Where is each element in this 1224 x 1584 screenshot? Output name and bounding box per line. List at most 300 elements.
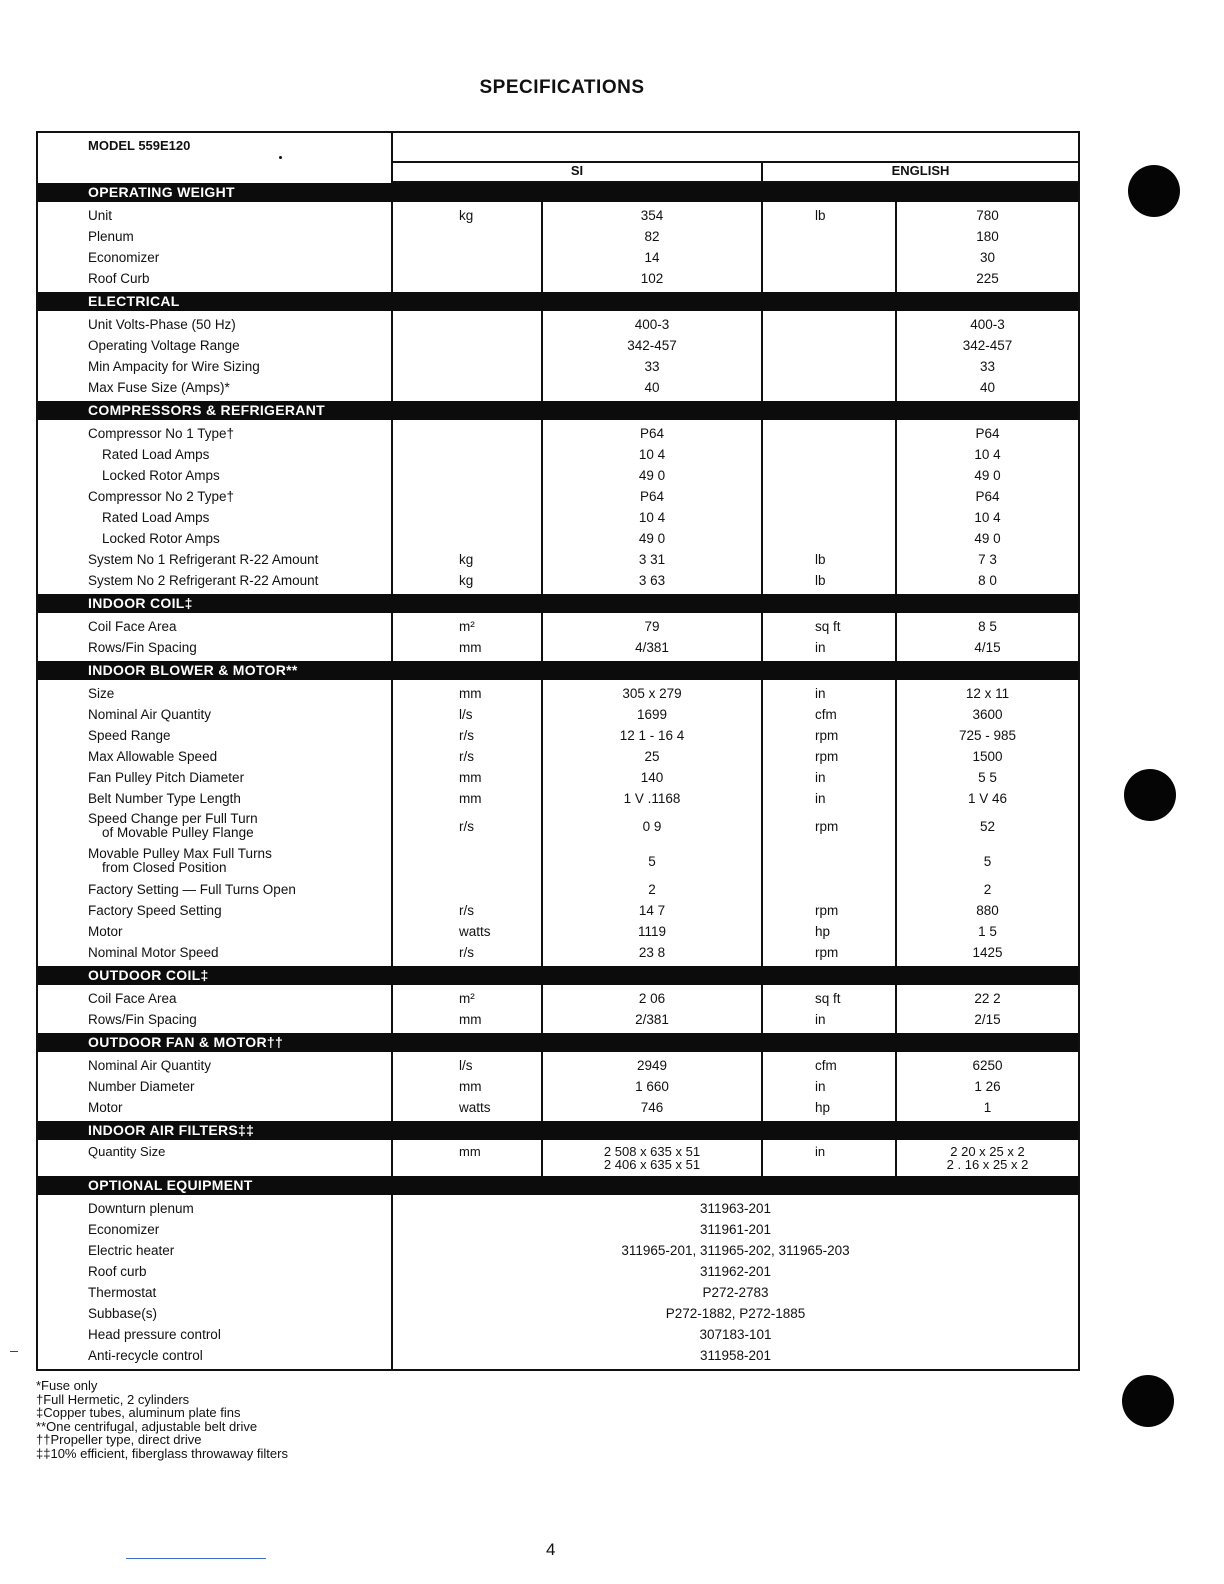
si-unit-cell [459, 444, 541, 465]
english-value-column [897, 985, 1078, 1033]
si-unit-cell: mm [459, 640, 482, 655]
si-value-cell: 342-457 [627, 338, 677, 353]
english-unit-cell [815, 356, 895, 377]
si-value-column [543, 311, 763, 401]
bottom-rule [126, 1558, 266, 1559]
si-value-cell: 49 0 [638, 468, 666, 483]
row-label-text: Economizer [88, 250, 160, 265]
si-value-cell: 2 06 [638, 991, 666, 1006]
row-label-text: Roof Curb [88, 271, 150, 286]
english-unit-column [763, 311, 897, 401]
row-label [88, 988, 391, 1009]
section-rows [38, 680, 1078, 966]
si-value-cell: 33 [644, 359, 660, 374]
si-value-cell [543, 1143, 761, 1173]
row-label-text: Nominal Air Quantity [88, 707, 212, 722]
section-rows [38, 613, 1078, 661]
label-column [38, 420, 393, 594]
si-value-cell: 3 31 [638, 552, 666, 567]
si-value-cell: 1 660 [635, 1079, 669, 1094]
english-value-cell: 49 0 [974, 468, 1001, 483]
row-label [88, 1143, 391, 1173]
english-value-line: 2 20 x 25 x 2 [950, 1144, 1025, 1159]
row-label [88, 746, 391, 767]
row-label [88, 879, 391, 900]
english-unit-cell: hp [815, 1100, 831, 1115]
si-value-cell: 2949 [636, 1058, 668, 1073]
english-value-cell: 8 0 [978, 573, 997, 588]
si-value-cell: 2 [648, 882, 656, 897]
si-value-column [543, 420, 763, 594]
row-label-text: Fan Pulley Pitch Diameter [88, 770, 245, 785]
optional-labels [38, 1195, 393, 1369]
binder-hole-top [1128, 165, 1180, 217]
row-label-text: Rows/Fin Spacing [88, 640, 197, 655]
english-value-column [897, 680, 1078, 966]
row-label [88, 900, 391, 921]
english-value-cell: 22 2 [974, 991, 1001, 1006]
english-value-cell: 10 4 [974, 447, 1001, 462]
row-label-text: Compressor No 1 Type† [88, 426, 235, 441]
row-label-text: System No 1 Refrigerant R-22 Amount [88, 552, 319, 567]
si-unit-cell [459, 335, 541, 356]
row-label-text: Max Allowable Speed [88, 749, 218, 764]
row-label-text: Factory Speed Setting [88, 903, 222, 918]
english-unit-cell: in [815, 770, 826, 785]
row-label-text: Max Fuse Size (Amps)* [88, 380, 230, 395]
english-unit-cell: in [815, 1012, 826, 1027]
si-value-cell: 1119 [637, 924, 667, 939]
si-unit-cell: m² [459, 619, 475, 634]
english-value-cell: 1 26 [974, 1079, 1001, 1094]
english-value-cell: 30 [979, 250, 996, 265]
english-value-cell: 7 3 [978, 552, 997, 567]
si-value-column [543, 985, 763, 1033]
row-label [88, 942, 391, 963]
english-unit-cell: rpm [815, 728, 839, 743]
si-value-cell: 1699 [636, 707, 668, 722]
label-column [38, 613, 393, 661]
si-value-cell: 2/381 [635, 1012, 669, 1027]
english-unit-column [763, 202, 897, 292]
english-unit-cell [815, 528, 895, 549]
page-title: SPECIFICATIONS [479, 77, 645, 98]
english-unit-column [763, 420, 897, 594]
si-unit-cell: r/s [459, 903, 474, 918]
row-label [88, 486, 391, 507]
spec-sections [38, 183, 1078, 1176]
row-label [88, 788, 391, 809]
english-value-cell: 4/15 [974, 640, 1001, 655]
english-value-cell: 49 0 [974, 531, 1001, 546]
english-value-cell: 1 V 46 [967, 791, 1008, 806]
row-label [88, 528, 391, 549]
label-column [38, 680, 393, 966]
si-value-cell: 400-3 [634, 317, 670, 332]
english-unit-cell: in [815, 1144, 826, 1159]
si-value-cell: 14 [644, 250, 660, 265]
row-label [88, 247, 391, 268]
english-value-cell: 12 x 11 [965, 686, 1010, 701]
si-value-cell: 1 V .1168 [623, 791, 681, 806]
english-unit-cell [815, 507, 895, 528]
row-label-text: Number Diameter [88, 1079, 195, 1094]
english-unit-cell: in [815, 640, 826, 655]
row-label [88, 704, 391, 725]
si-value-cell: 102 [640, 271, 664, 286]
label-column [38, 1140, 393, 1176]
english-unit-cell [815, 226, 895, 247]
si-value-column [543, 680, 763, 966]
row-label [88, 226, 391, 247]
english-unit-column [763, 985, 897, 1033]
section-header: INDOOR AIR FILTERS‡‡ [38, 1121, 1078, 1140]
si-value-cell: 79 [644, 619, 660, 634]
row-label [88, 549, 391, 570]
si-value-cell: 354 [640, 208, 664, 223]
si-value-cell: 25 [644, 749, 660, 764]
footnote: †Full Hermetic, 2 cylinders [36, 1391, 190, 1407]
row-label-text: Compressor No 2 Type† [88, 489, 235, 504]
si-value-line: 2 406 x 635 x 51 [603, 1157, 701, 1172]
footnotes [36, 1379, 288, 1461]
si-value-cell: P64 [639, 426, 665, 441]
footnote: *Fuse only [36, 1378, 98, 1393]
table-header [38, 133, 1078, 183]
optional-item-part-number: 311958-201 [699, 1348, 772, 1363]
row-label-text: System No 2 Refrigerant R-22 Amount [88, 573, 319, 588]
si-value-cell: 10 4 [638, 447, 666, 462]
optional-item-label: Economizer [88, 1222, 160, 1237]
si-unit-cell: r/s [459, 749, 474, 764]
si-unit-column [393, 1052, 543, 1121]
english-unit-cell: cfm [815, 707, 837, 722]
row-label-text: Unit [88, 208, 113, 223]
row-label [88, 507, 391, 528]
english-value-column [897, 613, 1078, 661]
optional-item-label: Roof curb [88, 1264, 147, 1279]
english-value-column [897, 420, 1078, 594]
si-header: SI [393, 163, 763, 181]
optional-item-part-number: 311963-201 [699, 1201, 772, 1216]
english-value-cell: 400-3 [970, 317, 1005, 332]
english-value-column [897, 1140, 1078, 1176]
si-unit-cell [459, 423, 541, 444]
english-header: ENGLISH [891, 163, 950, 178]
english-value-cell: 2 [983, 882, 992, 897]
spec-table [36, 131, 1080, 1371]
optional-item-part-number: 311965-201, 311965-202, 311965-203 [621, 1243, 850, 1258]
label-column [38, 311, 393, 401]
si-value-cell: 12 1 - 16 4 [619, 728, 685, 743]
english-value-cell: 2/15 [974, 1012, 1001, 1027]
optional-item-label: Thermostat [88, 1285, 157, 1300]
row-label [88, 1009, 391, 1030]
margin-mark [10, 1351, 18, 1352]
row-label-text: Rows/Fin Spacing [88, 1012, 197, 1027]
english-unit-cell: cfm [815, 1058, 837, 1073]
section-rows [38, 420, 1078, 594]
row-label-text: Belt Number Type Length [88, 791, 241, 806]
optional-item-part-number: 311962-201 [699, 1264, 772, 1279]
si-value-cell: 14 7 [638, 903, 666, 918]
english-unit-cell: in [815, 791, 826, 806]
si-value-cell: 23 8 [638, 945, 666, 960]
si-unit-cell: l/s [459, 707, 473, 722]
si-unit-cell: kg [459, 208, 474, 223]
english-unit-column [763, 680, 897, 966]
english-value-cell: 5 5 [978, 770, 997, 785]
row-label [88, 921, 391, 942]
english-value-column [897, 311, 1078, 401]
si-unit-column [393, 311, 543, 401]
english-value-cell: 225 [976, 271, 999, 286]
english-unit-cell: sq ft [815, 619, 841, 634]
row-label [88, 314, 391, 335]
row-label-text: Speed Change per Full Turn [88, 811, 258, 826]
si-unit-cell [459, 377, 541, 398]
optional-item-label: Anti-recycle control [88, 1348, 203, 1363]
row-label-text: Rated Load Amps [102, 510, 210, 525]
row-label-text: Plenum [88, 229, 134, 244]
binder-hole-bottom [1122, 1375, 1174, 1427]
row-label-text-continued: from Closed Position [102, 860, 227, 875]
si-unit-cell [459, 356, 541, 377]
row-label [88, 1097, 391, 1118]
row-label [88, 809, 391, 844]
section-header: INDOOR COIL‡ [38, 594, 1078, 613]
si-unit-cell: m² [459, 991, 475, 1006]
si-value-cell: 3 63 [638, 573, 666, 588]
row-label [88, 335, 391, 356]
si-unit-cell: watts [459, 924, 491, 939]
row-label [88, 205, 391, 226]
stray-mark [279, 156, 282, 159]
optional-item-label: Subbase(s) [88, 1306, 158, 1321]
si-value-cell: 49 0 [638, 531, 666, 546]
english-value-cell: P64 [975, 489, 1000, 504]
english-unit-cell [815, 486, 895, 507]
si-unit-cell: mm [459, 791, 482, 806]
english-value-cell: 3600 [972, 707, 1003, 722]
optional-item-part-number: P272-2783 [702, 1285, 769, 1300]
english-value-cell: 5 [983, 854, 992, 869]
optional-item-label: Downturn plenum [88, 1201, 194, 1216]
english-unit-cell: sq ft [815, 991, 841, 1006]
english-value-column [897, 202, 1078, 292]
section-rows [38, 1140, 1078, 1176]
si-value-cell: 5 [648, 854, 656, 869]
row-label-text: Nominal Air Quantity [88, 1058, 212, 1073]
row-label [88, 423, 391, 444]
si-unit-cell [459, 226, 541, 247]
row-label [88, 268, 391, 289]
si-unit-cell: mm [459, 1079, 482, 1094]
row-label [88, 465, 391, 486]
si-value-cell: 82 [644, 229, 660, 244]
english-value-cell: 40 [979, 380, 996, 395]
section-header: INDOOR BLOWER & MOTOR** [38, 661, 1078, 680]
english-unit-cell [815, 844, 895, 879]
optional-item-part-number: P272-1882, P272-1885 [665, 1306, 806, 1321]
optional-item-label: Head pressure control [88, 1327, 221, 1342]
row-label [88, 444, 391, 465]
row-label-text: Speed Range [88, 728, 171, 743]
si-value-cell: 0 9 [642, 819, 662, 834]
english-value-cell: 6250 [972, 1058, 1003, 1073]
row-label-text: Quantity Size [88, 1144, 166, 1159]
english-unit-cell [815, 444, 895, 465]
si-value-cell: 746 [640, 1100, 664, 1115]
english-unit-cell: rpm [815, 749, 839, 764]
section-header: OPERATING WEIGHT [38, 183, 1078, 202]
section-header: ELECTRICAL [38, 292, 1078, 311]
english-value-cell: 780 [976, 208, 999, 223]
si-value-cell: 40 [644, 380, 660, 395]
section-header: OUTDOOR FAN & MOTOR†† [38, 1033, 1078, 1052]
si-unit-cell: watts [459, 1100, 491, 1115]
section-rows [38, 1052, 1078, 1121]
si-unit-cell: l/s [459, 1058, 473, 1073]
english-unit-cell [815, 879, 895, 900]
row-label-text: Locked Rotor Amps [102, 468, 220, 483]
row-label-text: Size [88, 686, 115, 701]
si-unit-column [393, 1140, 543, 1176]
english-value-cell: 1500 [972, 749, 1003, 764]
english-unit-cell [815, 423, 895, 444]
optional-item-label: Electric heater [88, 1243, 175, 1258]
english-unit-column [763, 613, 897, 661]
label-column [38, 1052, 393, 1121]
row-label-text-continued: of Movable Pulley Flange [102, 825, 254, 840]
english-unit-cell [815, 247, 895, 268]
english-value-cell: 1 [983, 1100, 992, 1115]
model-label: MODEL 559E120 [38, 133, 393, 183]
si-unit-cell [459, 314, 541, 335]
row-label-text: Nominal Motor Speed [88, 945, 219, 960]
si-value-column [543, 202, 763, 292]
row-label-text: Min Ampacity for Wire Sizing [88, 359, 260, 374]
si-unit-cell: mm [459, 1144, 481, 1159]
page-number: 4 [546, 1540, 556, 1559]
si-unit-cell: kg [459, 552, 474, 567]
label-column [38, 202, 393, 292]
si-value-cell: P64 [639, 489, 665, 504]
section-header: COMPRESSORS & REFRIGERANT [38, 401, 1078, 420]
si-value-line: 2 508 x 635 x 51 [603, 1144, 701, 1159]
section-rows [38, 985, 1078, 1033]
optional-item-part-number: 307183-101 [699, 1327, 772, 1342]
si-unit-cell: r/s [459, 728, 474, 743]
si-unit-column [393, 420, 543, 594]
english-unit-cell [815, 465, 895, 486]
row-label [88, 377, 391, 398]
english-unit-column [763, 1140, 897, 1176]
optional-values [393, 1195, 1078, 1369]
english-value-column [897, 1052, 1078, 1121]
si-unit-cell: r/s [459, 945, 474, 960]
row-label [88, 356, 391, 377]
english-unit-cell: hp [815, 924, 831, 939]
section-header: OUTDOOR COIL‡ [38, 966, 1078, 985]
si-unit-cell: r/s [459, 819, 474, 834]
english-unit-cell: rpm [815, 903, 839, 918]
row-label-text: Coil Face Area [88, 991, 177, 1006]
english-value-cell: 1425 [972, 945, 1003, 960]
english-value-cell: 180 [976, 229, 999, 244]
english-value-cell: P64 [975, 426, 1000, 441]
si-value-cell: 4/381 [635, 640, 669, 655]
si-value-cell: 10 4 [638, 510, 666, 525]
row-label-text: Operating Voltage Range [88, 338, 240, 353]
english-unit-cell [815, 335, 895, 356]
si-unit-cell [459, 528, 541, 549]
row-label-text: Unit Volts-Phase (50 Hz) [88, 317, 236, 332]
si-value-column [543, 1052, 763, 1121]
english-value-cell: 52 [979, 819, 996, 834]
row-label-text: Movable Pulley Max Full Turns [88, 846, 272, 861]
english-unit-cell [815, 377, 895, 398]
optional-equipment-group [38, 1195, 1078, 1369]
row-label [88, 683, 391, 704]
unit-system-header [393, 133, 1078, 183]
english-unit-cell: lb [815, 573, 826, 588]
binder-hole-middle [1124, 769, 1176, 821]
row-label-text: Locked Rotor Amps [102, 531, 220, 546]
row-label-text: Rated Load Amps [102, 447, 210, 462]
english-unit-cell [815, 314, 895, 335]
footnote: ‡Copper tubes, aluminum plate fins [36, 1405, 241, 1421]
english-value-cell [897, 1143, 1078, 1173]
si-unit-cell [459, 247, 541, 268]
english-value-cell: 342-457 [962, 338, 1013, 353]
section-header-optional: OPTIONAL EQUIPMENT [38, 1176, 1078, 1195]
si-unit-cell: mm [459, 1012, 482, 1027]
si-unit-cell [459, 507, 541, 528]
si-unit-column [393, 202, 543, 292]
english-unit-cell: lb [815, 552, 826, 567]
si-unit-cell [459, 465, 541, 486]
english-value-cell: 1 5 [978, 924, 997, 939]
footnote: ‡‡10% efficient, fiberglass throwaway filters [36, 1445, 288, 1461]
english-value-line: 2 . 16 x 25 x 2 [946, 1157, 1029, 1172]
row-label-text: Factory Setting — Full Turns Open [88, 882, 296, 897]
row-label [88, 637, 391, 658]
si-unit-cell [459, 268, 541, 289]
label-column [38, 985, 393, 1033]
row-label-text: Motor [88, 1100, 123, 1115]
section-rows [38, 311, 1078, 401]
english-unit-cell: rpm [815, 945, 839, 960]
si-unit-column [393, 613, 543, 661]
english-unit-column [763, 1052, 897, 1121]
si-unit-cell [459, 879, 541, 900]
english-unit-cell: in [815, 1079, 826, 1094]
footnote: **One centrifugal, adjustable belt drive [36, 1418, 258, 1434]
si-unit-cell [459, 844, 541, 879]
si-unit-column [393, 985, 543, 1033]
si-value-cell: 305 x 279 [622, 686, 682, 701]
english-unit-cell: in [815, 686, 826, 701]
english-value-cell: 33 [979, 359, 996, 374]
si-unit-cell: kg [459, 573, 474, 588]
si-value-column [543, 613, 763, 661]
row-label [88, 1076, 391, 1097]
english-unit-cell [815, 268, 895, 289]
english-value-cell: 8 5 [978, 619, 997, 634]
row-label [88, 570, 391, 591]
row-label [88, 1055, 391, 1076]
